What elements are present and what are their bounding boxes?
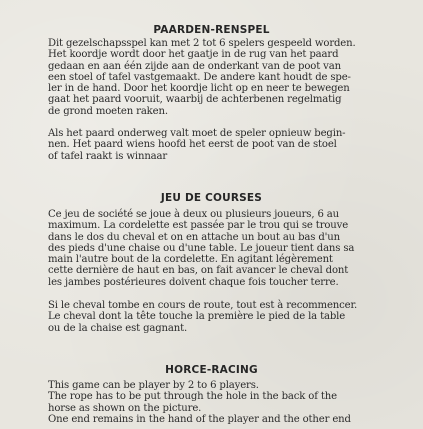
text-line: gaat het paard vooruit, waarbij de achterbenen regelmatig: [48, 94, 342, 106]
section-heading-dutch: PAARDEN-RENSPEL: [153, 24, 270, 36]
text-line: The rope has to be put through the hole in the back of the: [48, 391, 337, 403]
text-line: Dit gezelschapsspel kan met 2 tot 6 spelers gespeeld worden.: [48, 38, 356, 49]
text-line: ler in de hand. Door het koordje licht op en neer te bewegen: [48, 83, 350, 95]
text-line: ou de la chaise est gagnant.: [48, 322, 188, 334]
text-line: les jambes postérieures doivent chaque fois toucher terre.: [48, 276, 339, 288]
paragraph-dutch-rules: [48, 38, 384, 117]
paragraph-dutch-winning: [48, 128, 384, 162]
text-line: main l'autre bout de la cordelette. En agitant légèrement: [48, 254, 333, 266]
section-heading-french: JEU DE COURSES: [160, 192, 263, 204]
text-line: dans le dos du cheval et on en attache un bout au bas d'un: [48, 231, 340, 243]
paragraph-french-rules: [48, 209, 384, 288]
text-line: Als het paard onderweg valt moet de speler opnieuw begin-: [48, 128, 346, 139]
text-line: des pieds d'une chaise ou d'une table. Le joueur tient dans sa: [48, 242, 355, 254]
text-line: One end remains in the hand of the player and the other end: [48, 413, 351, 425]
text-line: gedaan en aan één zijde aan de onderkant van de poot van: [48, 60, 341, 72]
section-heading-english: HORCE-RACING: [165, 364, 258, 376]
text-line: cette dernière de haut en bas, on fait avancer le cheval dont: [48, 265, 349, 277]
text-line: maximum. La cordelette est passée par le trou qui se trouve: [48, 220, 349, 232]
text-line: een stoel of tafel vastgemaakt. De andere kant houdt de spe-: [48, 71, 351, 83]
text-line: Ce jeu de société se joue à deux ou plusieurs joueurs, 6 au: [48, 209, 340, 220]
text-line: Le cheval dont la tête touche la première le pied de la table: [48, 311, 346, 323]
text-line: horse as shown on the picture.: [48, 402, 202, 414]
paragraph-english-rules: [48, 380, 384, 425]
text-line: Het koordje wordt door het gaatje in de rug van het paard: [48, 49, 339, 61]
text-line: nen. Het paard wiens hoofd het eerst de poot van de stoel: [48, 139, 337, 151]
text-line: Si le cheval tombe en cours de route, tout est à recommencer.: [48, 300, 358, 311]
text-line: This game can be player by 2 to 6 players.: [48, 380, 259, 391]
paragraph-french-winning: [48, 300, 384, 334]
text-line: of tafel raakt is winnaar: [48, 150, 168, 162]
text-line: de grond moeten raken.: [48, 105, 168, 117]
